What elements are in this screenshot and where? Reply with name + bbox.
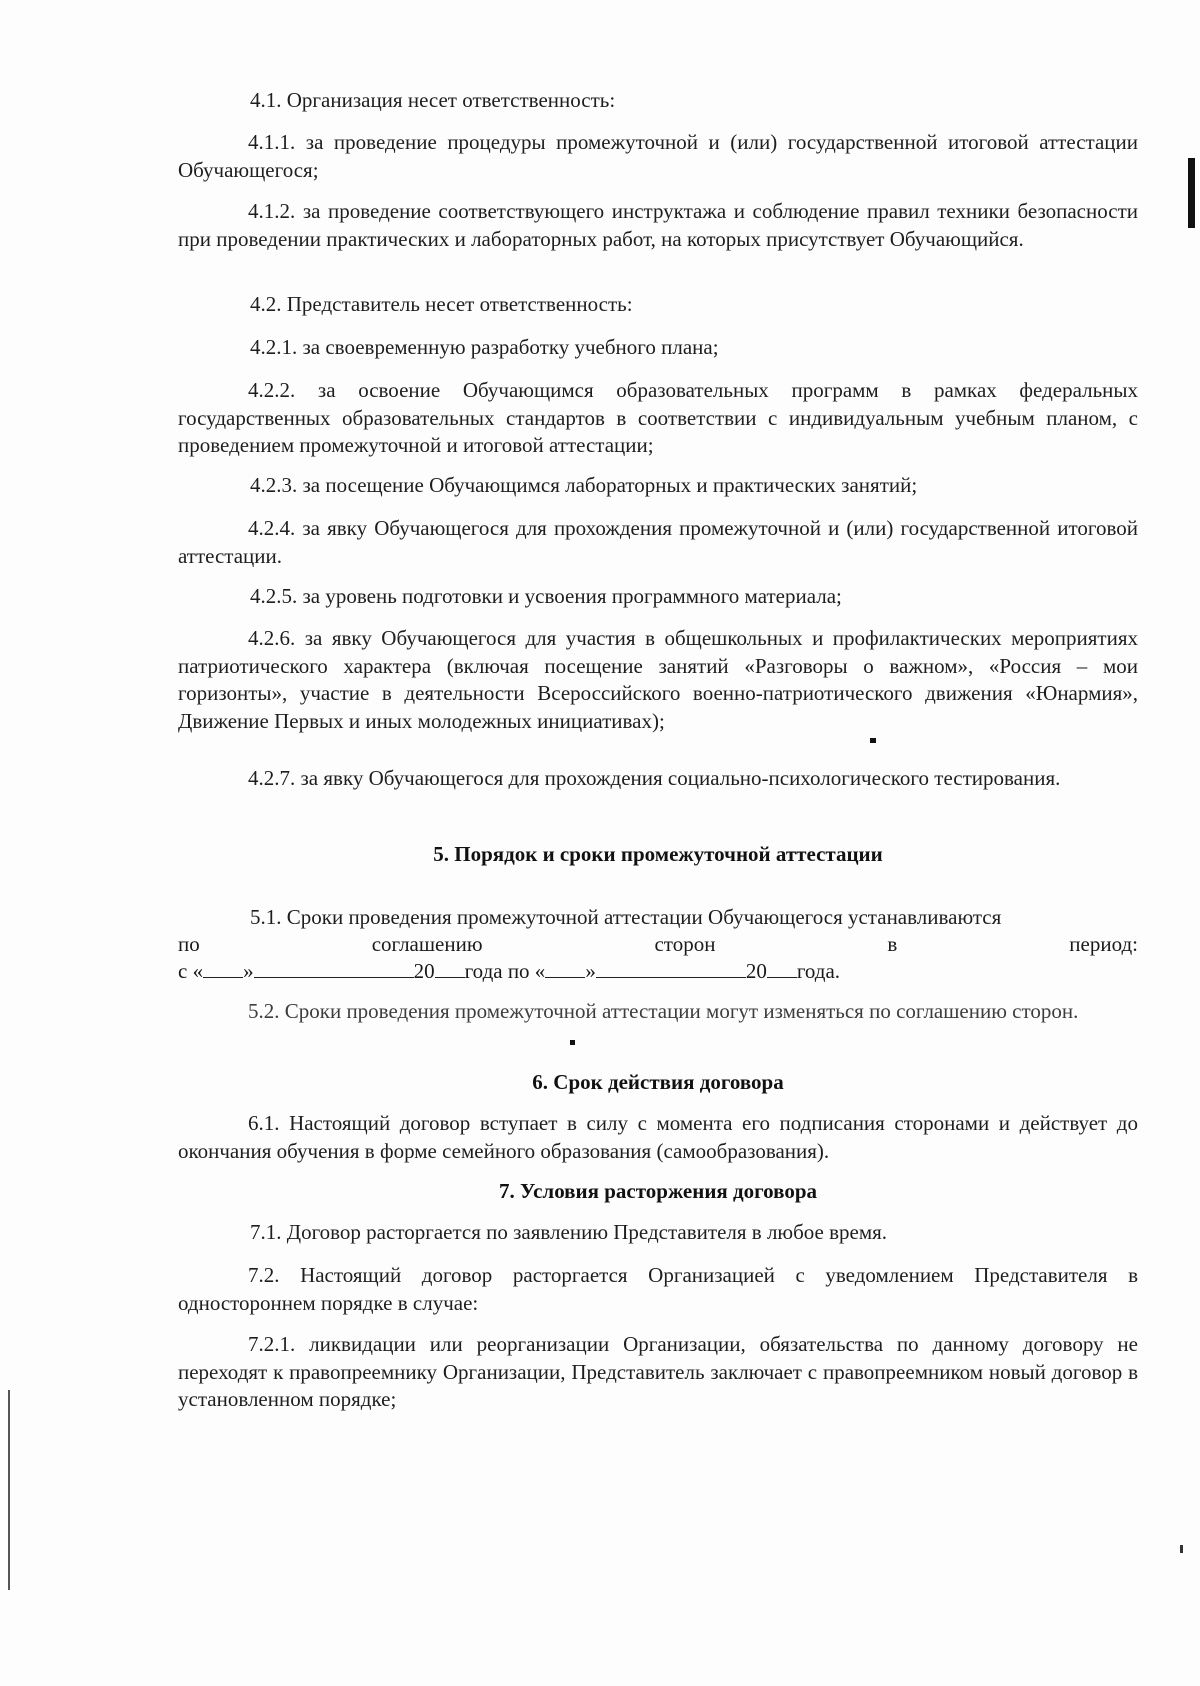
from-year-blank[interactable] — [435, 959, 465, 978]
paragraph-4-2-7: 4.2.7. за явку Обучающегося для прохождения социально-психологического тестирования. — [248, 766, 1061, 790]
paragraph-5-2: 5.2. Сроки проведения промежуточной аттестации могут изменяться по соглашению сторон. — [248, 999, 1079, 1023]
paragraph-7-1: 7.1. Договор расторгается по заявлению Представителя в любое время. — [250, 1220, 888, 1244]
paragraph-4-2-4: 4.2.4. за явку Обучающегося для прохождения промежуточной и (или) государственной итоговой аттестации. — [178, 516, 1138, 568]
paragraph-6-1: 6.1. Настоящий договор вступает в силу с момента его подписания сторонами и действует до окончания обучения в форме семейного образования (самообразования). — [178, 1111, 1138, 1163]
scan-left-line — [8, 1390, 10, 1590]
to-day-blank[interactable] — [545, 959, 585, 978]
scan-dot — [570, 1040, 575, 1045]
from-year-prefix: 20 — [413, 959, 435, 983]
scan-speck — [870, 738, 876, 743]
section-heading-7: 7. Условия расторжения договора — [498, 1179, 818, 1203]
to-label: года по « — [464, 959, 546, 983]
paragraph-7-2-1: 7.2.1. ликвидации или реорганизации Организации, обязательства по данному договору не переходят к правопреемнику Организации, Представитель заключает с правопреемником новый договор в установленном порядке; — [178, 1332, 1138, 1411]
to-close-quote: » — [585, 959, 596, 983]
paragraph-4-2: 4.2. Представитель несет ответственность: — [250, 292, 633, 316]
from-close-quote: » — [243, 959, 254, 983]
word-storon: сторон — [654, 932, 716, 956]
period-range-line — [178, 958, 1138, 986]
paragraph-4-2-1: 4.2.1. за своевременную разработку учебного плана; — [250, 335, 719, 359]
from-month-blank[interactable] — [254, 959, 414, 978]
paragraph-4-2-2: 4.2.2. за освоение Обучающимся образовательных программ в рамках федеральных государственных образовательных стандартов в соответствии с индивидуальным учебным планом, с проведением промежуточной и итоговой аттестации; — [178, 378, 1138, 457]
paragraph-4-1: 4.1. Организация несет ответственность: — [250, 88, 616, 112]
scan-tick — [1180, 1545, 1183, 1553]
year-suffix: года. — [796, 959, 841, 983]
word-period: период: — [1069, 932, 1138, 956]
section-heading-5: 5. Порядок и сроки промежуточной аттестации — [433, 842, 883, 866]
word-po: по — [178, 932, 200, 956]
scan-edge-mark — [1188, 158, 1195, 228]
paragraph-5-1-line2 — [178, 931, 1138, 959]
paragraph-4-1-1: 4.1.1. за проведение процедуры промежуточной и (или) государственной итоговой аттестации Обучающегося; — [178, 130, 1138, 182]
paragraph-4-2-5: 4.2.5. за уровень подготовки и усвоения программного материала; — [250, 584, 842, 608]
paragraph-4-2-3: 4.2.3. за посещение Обучающимся лабораторных и практических занятий; — [250, 473, 918, 497]
paragraph-4-1-2: 4.1.2. за проведение соответствующего инструктажа и соблюдение правил техники безопасности при проведении практических и лабораторных работ, на которых присутствует Обучающийся. — [178, 199, 1138, 251]
paragraph-7-2: 7.2. Настоящий договор расторгается Организацией с уведомлением Представителя в одностороннем порядке в случае: — [178, 1263, 1138, 1315]
to-month-blank[interactable] — [596, 959, 746, 978]
to-year-prefix: 20 — [745, 959, 767, 983]
word-v: в — [887, 932, 898, 956]
word-soglasheniyu: соглашению — [371, 932, 483, 956]
paragraph-5-1-line1: 5.1. Сроки проведения промежуточной аттестации Обучающегося устанавливаются — [250, 905, 1002, 929]
section-heading-6: 6. Срок действия договора — [532, 1070, 784, 1094]
to-year-blank[interactable] — [767, 959, 797, 978]
from-day-blank[interactable] — [203, 959, 243, 978]
paragraph-4-2-6: 4.2.6. за явку Обучающегося для участия в общешкольных и профилактических мероприятиях патриотического характера (включая посещение занятий «Разговоры о важном», «Россия – мои горизонты», участие в деятельности Всероссийского военно-патриотического движения «Юнармия», Движение Первых и иных молодежных инициативах); — [178, 626, 1138, 733]
from-label: с « — [178, 959, 204, 983]
